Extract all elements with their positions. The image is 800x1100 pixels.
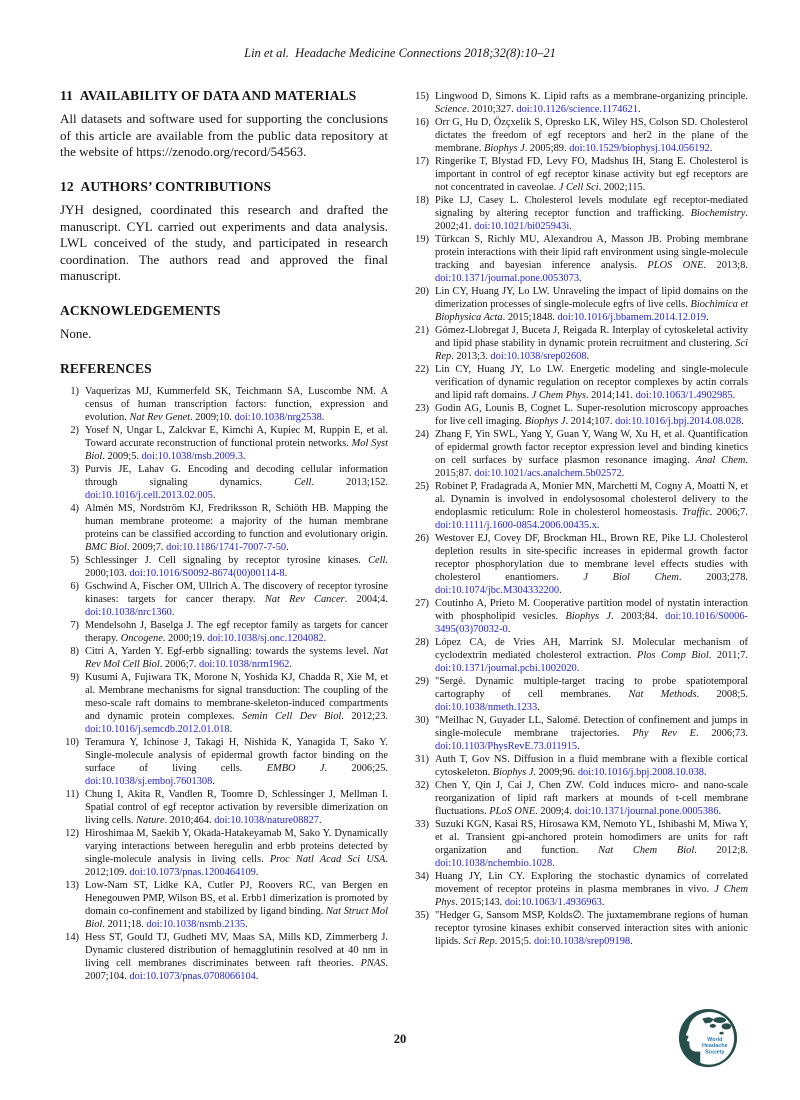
reference-text-segment: . (552, 858, 555, 869)
reference-text-segment: . 2014;107. (565, 416, 616, 427)
reference-text-segment: . (255, 866, 259, 878)
reference-text-segment: "Sergé. Dynamic multiple-target tracing to probe spatiotemporal cartography of cell membranes. (435, 676, 748, 700)
reference-text (435, 285, 748, 324)
reference-text (435, 233, 748, 285)
reference-text (435, 402, 748, 428)
reference-text (435, 909, 748, 948)
reference-text (435, 324, 748, 363)
reference-text-segment: . (212, 489, 216, 501)
journal-name: Biophys J (484, 143, 525, 154)
doi-link[interactable]: doi:10.1016/S0092-8674(00)00114-8 (129, 567, 285, 579)
reference-text-segment: . (242, 450, 246, 462)
reference-item (60, 502, 388, 554)
journal-name: Biophys J (565, 611, 612, 622)
reference-text-segment: . 2003;278. (678, 572, 748, 583)
reference-text-segment: Lingwood D, Simons K. Lipid rafts as a membrane-organizing principle. (435, 91, 748, 102)
reference-text-segment: Suzuki KGN, Kasai RS, Hirosawa KM, Nemoto YL, Ishibashi M, Miwa Y, et al. Transient gpi-anchored protein homodimers are units for raft organization and function. (435, 819, 748, 856)
reference-number: 21) (415, 325, 429, 336)
doi-link[interactable]: doi:10.1126/science.1174621 (516, 104, 638, 115)
logo-text-line1: World (707, 1036, 723, 1043)
reference-text-segment: . (704, 767, 707, 778)
reference-item (60, 580, 388, 619)
reference-text-segment: . 2000;103. (85, 554, 388, 579)
reference-item (410, 480, 748, 532)
reference-number: 35) (415, 910, 429, 921)
reference-text-segment: . (637, 104, 641, 115)
reference-text (435, 116, 748, 155)
reference-text (85, 671, 388, 736)
journal-name: Biochemistry (690, 208, 746, 219)
reference-number: 24) (415, 429, 429, 440)
reference-text-segment: . 2009;96. (533, 767, 578, 778)
reference-text (435, 675, 748, 714)
reference-text (85, 463, 388, 502)
reference-item (410, 428, 748, 480)
reference-text-segment: Robinet P, Fradagrada A, Monier MN, Marchetti M, Cogny A, Moatti N, et al. Dynamin is involved in endolysosomal cholesterol delivery to the endoplasmic reticulum: Role in cholesterol homeostasis. (435, 481, 748, 518)
reference-item (410, 363, 748, 402)
journal-name: Biochimica et Biophysica Acta (435, 299, 748, 323)
doi-link[interactable]: doi:10.1038/sj.onc.1204082 (207, 632, 324, 644)
journal-name: Nat Rev Genet (129, 411, 191, 423)
reference-text (435, 636, 748, 675)
journal-name: Semin Cell Dev Biol (242, 710, 342, 722)
journal-name: Biophys J (492, 767, 534, 778)
reference-text (85, 385, 388, 424)
journal-name: Nature (136, 814, 165, 826)
reference-text-segment: Huang JY, Lin CY. Exploring the stochastic dynamics of correlated movement of receptor proteins in plasma membranes in vivo. (435, 871, 748, 895)
references-list-left (60, 385, 388, 983)
reference-text-segment: . (706, 312, 709, 323)
reference-text-segment: . 2015;5. (494, 936, 535, 947)
doi-link[interactable]: doi:10.1186/1741-7007-7-50 (166, 541, 287, 553)
reference-text-segment: . 2011;18. (102, 918, 147, 930)
reference-text-segment: . (229, 723, 233, 735)
reference-number: 2) (70, 424, 79, 436)
left-column (60, 88, 388, 983)
reference-text-segment: Türkcan S, Richly MU, Alexandrou A, Masson JB. Probing membrane protein interactions with their lipid raft environment using single-molecule tracking and bayesian inference analysis. (435, 234, 748, 271)
reference-text-segment: . 2015;1848. (502, 312, 558, 323)
contributions-paragraph: JYH designed, coordinated this research and drafted the manuscript. CYL carried out experiments and data analysis. LWL conceived of the study, and participated in research coordination. The authors read and approved the final manuscript. (60, 201, 388, 284)
reference-text (435, 90, 748, 116)
reference-item (60, 827, 388, 879)
reference-text-segment: . 2009;4. (535, 806, 575, 817)
reference-text-segment: . (321, 411, 325, 423)
reference-item (410, 194, 748, 233)
doi-link[interactable]: doi:10.1038/nchembio.1028 (435, 858, 553, 869)
acknowledgements-paragraph: None. (60, 326, 92, 341)
doi-link[interactable]: doi:10.1016/j.semcdb.2012.01.018 (85, 723, 230, 735)
reference-number: 19) (415, 234, 429, 245)
section-heading-acknowledgements: ACKNOWLEDGEMENTS (60, 303, 221, 318)
doi-link[interactable]: doi:10.1371/journal.pcbi.1002020 (435, 663, 577, 674)
reference-number: 4) (70, 502, 79, 514)
reference-number: 16) (415, 117, 429, 128)
journal-name: Cell (294, 476, 312, 488)
doi-link[interactable]: doi:10.1073/pnas.1200464109 (129, 866, 256, 878)
reference-text-segment: . 2012;8. (694, 845, 748, 856)
reference-text-segment: . (286, 541, 289, 553)
reference-text-segment: Gómez-Llobregat J, Buceta J, Reigada R. Interplay of cytoskeletal activity and lipid phase stability in dynamic protein recruitment and clustering. (435, 325, 748, 349)
reference-item (60, 463, 388, 502)
journal-name: PLoS ONE (489, 806, 536, 817)
two-column-body (60, 88, 748, 983)
doi-link[interactable]: doi:10.1111/j.1600-0854.2006.00435.x (435, 520, 597, 531)
doi-link[interactable]: doi:10.1529/biophysj.104.056192 (569, 143, 710, 154)
reference-item (410, 636, 748, 675)
reference-text-segment: . 2009;7. (126, 541, 167, 553)
doi-link[interactable]: doi:10.1063/1.4902985 (635, 390, 733, 401)
reference-text-segment: . 2013;8. (703, 260, 748, 271)
reference-text (85, 827, 388, 879)
doi-link[interactable]: doi:10.1103/PhysRevE.73.011915 (435, 741, 578, 752)
doi-link[interactable]: doi:10.1038/nmeth.1233 (435, 702, 538, 713)
reference-text-segment: . (507, 624, 511, 635)
society-logo (677, 1007, 739, 1069)
reference-text-segment: . (741, 416, 744, 427)
reference-text-segment: . 2006;7. (159, 658, 199, 670)
reference-text-segment: Hiroshimaa M, Saekib Y, Okada-Hatakeyamab M, Sako Y. Dynamically varying interactions between heregulin and erbb proteins detected by single-molecule analysis in living cells. (85, 827, 388, 865)
journal-name: Nat Struct Mol Biol (85, 905, 388, 930)
reference-number: 18) (415, 195, 429, 206)
reference-item (410, 155, 748, 194)
doi-link[interactable]: doi:10.1038/srep02608 (490, 351, 587, 362)
reference-item (60, 554, 388, 580)
reference-item (410, 753, 748, 779)
doi-link[interactable]: doi:10.1021/bi025943i (474, 221, 570, 232)
logo-text-line3: Society (705, 1049, 725, 1056)
references-list-right (410, 90, 748, 948)
doi-link[interactable]: doi:10.1074/jbc.M304332200 (435, 585, 560, 596)
doi-link[interactable]: doi:10.1038/msb.2009.3 (141, 450, 243, 462)
doi-link[interactable]: doi:10.1016/j.cell.2013.02.005 (85, 489, 213, 501)
reference-text (85, 879, 388, 931)
doi-link[interactable]: doi:10.1038/nsmb.2135 (146, 918, 246, 930)
logo-text-line2: Headache (702, 1043, 728, 1050)
journal-name: Sci Rep (463, 936, 495, 947)
reference-item (410, 597, 748, 636)
reference-text-segment: . 2006;7. (709, 507, 748, 518)
reference-item (410, 818, 748, 870)
reference-number: 6) (70, 580, 79, 592)
reference-text-segment: . (621, 468, 625, 479)
reference-text (85, 424, 388, 463)
reference-number: 29) (415, 676, 429, 687)
reference-number: 9) (70, 671, 79, 683)
reference-text-segment: . (537, 702, 540, 713)
reference-text (435, 155, 748, 194)
journal-name: BMC Biol (85, 541, 127, 553)
reference-item (410, 909, 748, 948)
reference-text (435, 779, 748, 818)
reference-number: 28) (415, 637, 429, 648)
section-heading-references: REFERENCES (60, 360, 152, 376)
reference-text-segment: "Hedger G, Sansom MSP, Kolds∅. The juxtamembrane regions of human receptor tyrosine kinases exhibit conserved interaction sites with anionic lipids. (435, 910, 748, 947)
reference-text-segment: Pike LJ, Casey L. Cholesterol levels modulate egf receptor-mediated signaling by altering receptor function and trafficking. (435, 195, 748, 219)
reference-number: 34) (415, 871, 429, 882)
reference-text-segment: . 2007;104. (85, 957, 388, 982)
journal-name: Traffic (682, 507, 710, 518)
reference-text-segment: . (579, 273, 582, 284)
reference-number: 33) (415, 819, 429, 830)
reference-text-segment: . (255, 970, 259, 982)
reference-item (60, 736, 388, 788)
doi-link[interactable]: doi:10.1371/journal.pone.0005386 (574, 806, 719, 817)
reference-number: 32) (415, 780, 429, 791)
doi-link[interactable]: doi:10.1038/nrc1360 (85, 606, 172, 618)
reference-text (85, 502, 388, 554)
reference-text-segment: . 2012;23. (341, 710, 389, 722)
reference-number: 15) (415, 91, 429, 102)
reference-number: 30) (415, 715, 429, 726)
journal-name: Oncogene (120, 632, 163, 644)
reference-number: 11) (65, 788, 79, 800)
reference-text-segment: . 2005;89. (524, 143, 570, 154)
reference-text-segment: . 2004;4. (344, 593, 388, 605)
reference-text-segment: . 2006;25. (324, 762, 388, 774)
doi-link[interactable]: doi:10.1016/j.bpj.2014.08.028 (615, 416, 742, 427)
reference-text-segment: Westover EJ, Covey DF, Brockman HL, Brown RE, Pike LJ. Cholesterol depletion results in site-specific increases in epidermal growth factor receptor phosphorylation due to membrane level effects studies with cholesterol enantiomers. (435, 533, 748, 583)
reference-text-segment: . 2011;7. (708, 650, 748, 661)
reference-item (410, 324, 748, 363)
reference-text-segment: . 2015;143. (455, 897, 505, 908)
reference-item (410, 90, 748, 116)
reference-text-segment: . 2013;152. (311, 476, 388, 488)
reference-text-segment: Kusumi A, Fujiwara TK, Morone N, Yoshida KJ, Chadda R, Xie M, et al. Membrane mechanisms for signal transduction: The coupling of the meso-scale raft domains to membrane-skeleton-induced compartments and dynamic protein complexes. (85, 671, 388, 722)
reference-text-segment: Coutinho A, Prieto M. Cooperative partition model of nystatin interaction with phospholipid vesicles. (435, 598, 748, 622)
reference-text-segment: Ringerike T, Blystad FD, Levy FO, Madshus IH, Stang E. Cholesterol is important in control of egf receptor kinase activity but egf receptors are not concentrated in caveolae. (435, 156, 748, 193)
reference-item (410, 285, 748, 324)
journal-name: PLOS ONE (647, 260, 704, 271)
reference-text (435, 753, 748, 779)
reference-text-segment: . (323, 632, 327, 644)
reference-text-segment: . (569, 221, 572, 232)
availability-paragraph: All datasets and software used for supporting the conclusions of this article are available from the public data repository at the website of https://zenodo.org/record/54563. (60, 111, 388, 160)
reference-item (60, 645, 388, 671)
reference-item (410, 532, 748, 597)
reference-text-segment: Gschwind A, Fischer OM, Ullrich A. The discovery of receptor tyrosine kinases: targets for cancer therapy. (85, 580, 388, 605)
running-head: Lin et al. Headache Medicine Connections 2018;32(8):10–21 (244, 46, 556, 60)
reference-text (85, 619, 388, 645)
journal-name: Science (435, 104, 467, 115)
reference-number: 23) (415, 403, 429, 414)
right-column (410, 88, 748, 983)
reference-text (435, 363, 748, 402)
journal-name: Nat Chem Biol (598, 845, 695, 856)
reference-text-segment: . 2009;5. (102, 450, 142, 462)
journal-name: Proc Natl Acad Sci USA (269, 853, 386, 865)
reference-text-segment: . (596, 520, 600, 531)
reference-item (60, 385, 388, 424)
journal-name: Nat Methods (628, 689, 697, 700)
reference-text-segment: . 2003;84. (611, 611, 666, 622)
reference-number: 10) (65, 736, 79, 748)
reference-text-segment: Auth T, Gov NS. Diffusion in a fluid membrane with a flexible cortical cytoskeleton. (435, 754, 748, 778)
reference-text-segment: Godin AG, Lounis B, Cognet L. Super-resolution microscopy approaches for live cell imaging. (435, 403, 748, 427)
reference-text-segment: Lin CY, Huang JY, Lo LW. Unraveling the impact of lipid domains on the dimerization processes of single-molecule egfrs of live cells. (435, 286, 748, 310)
reference-item (410, 779, 748, 818)
reference-text-segment: . 2000;19. (162, 632, 208, 644)
reference-text-segment: . (718, 806, 722, 817)
reference-text (435, 532, 748, 597)
journal-name: Nat Rev Mol Cell Biol (85, 645, 388, 670)
doi-link[interactable]: doi:10.1021/acs.analchem.5b02572 (474, 468, 622, 479)
reference-text-segment: . 2012;109. (85, 853, 388, 878)
reference-item (60, 671, 388, 736)
doi-link[interactable]: doi:10.1038/nature08827 (214, 814, 319, 826)
reference-text-segment: . (245, 918, 248, 930)
journal-name: Cell (368, 554, 386, 566)
journal-name: J Cell Sci (558, 182, 599, 193)
reference-text (435, 480, 748, 532)
reference-text (85, 736, 388, 788)
doi-link[interactable]: doi:10.1016/j.bbamem.2014.12.019 (557, 312, 707, 323)
reference-item (410, 233, 748, 285)
reference-item (60, 879, 388, 931)
journal-name: Biophys J (524, 416, 566, 427)
reference-text (435, 714, 748, 753)
reference-text (435, 428, 748, 480)
reference-text-segment: . 2002;115. (598, 182, 646, 193)
reference-text-segment: . 2010;464. (164, 814, 215, 826)
reference-text-segment: . (709, 143, 713, 154)
reference-number: 31) (415, 754, 429, 765)
reference-text-segment: Schlessinger J. Cell signaling by receptor tyrosine kinases. (85, 554, 369, 566)
journal-name: Anal Chem (695, 455, 746, 466)
reference-text (85, 931, 388, 983)
reference-text-segment: López CA, de Vries AH, Marrink SJ. Molecular mechanism of cyclodextrin mediated cholesterol extraction. (435, 637, 748, 661)
reference-text-segment: Yosef N, Ungar L, Zalckvar E, Kimchi A, Kupiec M, Ruppin E, et al. Toward accurate reconstruction of functional protein networks. (85, 424, 388, 449)
reference-text-segment: . 2008;5. (696, 689, 748, 700)
reference-text-segment: . (284, 567, 288, 579)
reference-text-segment: Chen Y, Qin J, Cai J, Chen ZW. Cold induces micro- and nano-scale reorganization of lipid raft markers at mounds of t-cell membrane fluctuations. (435, 780, 748, 817)
reference-text (85, 788, 388, 827)
reference-text-segment: . (319, 814, 322, 826)
section-heading-availability: 11 AVAILABILITY OF DATA AND MATERIALS (60, 88, 357, 103)
reference-number: 12) (65, 827, 79, 839)
reference-text-segment: . (601, 897, 605, 908)
reference-item (410, 870, 748, 909)
doi-link[interactable]: doi:10.1038/sj.emboj.7601308 (85, 775, 213, 787)
reference-item (60, 931, 388, 983)
doi-link[interactable]: doi:10.1371/journal.pone.0053073 (435, 273, 580, 284)
reference-text (85, 580, 388, 619)
reference-text-segment: Zhang F, Yin SWL, Yang Y, Guan Y, Wang W, Xu H, et al. Quantification of epidermal growth factor receptor expression level and binding kinetics on cell surfaces by surface plasmon resonance imaging. (435, 429, 748, 466)
reference-text (85, 554, 388, 580)
reference-item (410, 714, 748, 753)
reference-text-segment: Purvis JE, Lahav G. Encoding and decoding cellular information through signaling dynamics. (85, 463, 388, 488)
reference-number: 1) (70, 385, 79, 397)
reference-number: 17) (415, 156, 429, 167)
reference-text-segment: Vaquerizas MJ, Kummerfeld SK, Teichmann SA, Luscombe NM. A census of human transcription factors: function, expression and evolution. (85, 385, 388, 423)
reference-text-segment: . (212, 775, 215, 787)
reference-text-segment: Hess ST, Gould TJ, Gudheti MV, Maas SA, Mills KD, Zimmerberg J. Dynamic clustered distribution of hemagglutinin resolved at 40 nm in living cell membranes discriminates between raft theories. (85, 931, 388, 969)
reference-text-segment: . 2015;87. (435, 455, 748, 479)
reference-number: 13) (65, 879, 79, 891)
reference-text-segment: . (171, 606, 175, 618)
reference-number: 22) (415, 364, 429, 375)
reference-text-segment: Mendelsohn J, Baselga J. The egf receptor family as targets for cancer therapy. (85, 619, 388, 644)
reference-item (410, 675, 748, 714)
reference-text-segment: . (559, 585, 562, 596)
reference-text-segment: Almén MS, Nordström KJ, Fredriksson R, Schiöth HB. Mapping the human membrane proteome: a majority of the human membrane proteins can be classified according to function and evolutionary origin. (85, 502, 388, 540)
reference-text-segment: . 2014;141. (585, 390, 636, 401)
journal-name: J Biol Chem (583, 572, 679, 583)
reference-number: 3) (70, 463, 79, 475)
doi-link[interactable]: doi:10.1016/j.bpj.2008.10.038 (577, 767, 704, 778)
reference-text (435, 870, 748, 909)
reference-number: 7) (70, 619, 79, 631)
doi-link[interactable]: doi:10.1073/pnas.0708066104 (129, 970, 256, 982)
reference-text-segment: . (289, 658, 292, 670)
reference-text-segment: . (577, 741, 580, 752)
reference-text-segment: . (576, 663, 580, 674)
reference-text-segment: Citri A, Yarden Y. Egf-erbb signalling: towards the systems level. (85, 645, 373, 657)
reference-number: 5) (70, 554, 79, 566)
journal-name: J Chem Phys (531, 390, 586, 401)
reference-text (435, 194, 748, 233)
reference-item (410, 116, 748, 155)
journal-name: J Chem Phys (435, 884, 748, 908)
reference-item (60, 788, 388, 827)
doi-link[interactable]: doi:10.1038/nrm1962 (199, 658, 290, 670)
reference-number: 26) (415, 533, 429, 544)
reference-text-segment: . (732, 390, 736, 401)
journal-name: Phy Rev E (632, 728, 696, 739)
doi-link[interactable]: doi:10.1038/nrg2538 (234, 411, 322, 423)
reference-text-segment: Teramura Y, Ichinose J, Takagi H, Nishida K, Yanagida T, Sako Y. Single-molecule analysis of epidermal growth factor binding on the surface of living cells. (85, 736, 388, 774)
reference-number: 20) (415, 286, 429, 297)
page-number: 20 (393, 1032, 407, 1046)
reference-text-segment: . 2013;3. (451, 351, 491, 362)
reference-text-segment: Low-Nam ST, Lidke KA, Cutler PJ, Roovers RC, van Bergen en Henegouwen PMP, Wilson BS, et al. Erbb1 dimerization is promoted by domain co-confinement and stabilized by ligand binding. (85, 879, 388, 917)
society-logo-graphic (677, 1007, 739, 1069)
reference-text-segment: . (586, 351, 590, 362)
section-heading-contributions: 12 AUTHORS’ CONTRIBUTIONS (60, 178, 272, 194)
journal-name: PNAS (360, 957, 386, 969)
journal-name: EMBO J (266, 762, 325, 774)
reference-text-segment: . 2006;73. (695, 728, 748, 739)
reference-item (60, 619, 388, 645)
reference-text-segment: Orr G, Hu D, Özçxelik S, Opresko LK, Wiley HS, Colson SD. Cholesterol dictates the freedom of egf receptors and her2 in the plane of the membrane. (435, 117, 748, 154)
reference-item (410, 402, 748, 428)
reference-number: 8) (70, 645, 79, 657)
reference-text-segment: "Meilhac N, Guyader LL, Salomé. Detection of confinement and jumps in single-molecule membrane trajectories. (435, 715, 748, 739)
reference-text (85, 645, 388, 671)
reference-text (435, 597, 748, 636)
doi-link[interactable]: doi:10.1038/srep09198 (534, 936, 631, 947)
reference-text-segment: . 2009;10. (190, 411, 235, 423)
journal-name: Mol Syst Biol (85, 437, 388, 462)
journal-name: Plos Comp Biol (637, 650, 709, 661)
reference-text-segment: . 2010;327. (466, 104, 517, 115)
reference-number: 14) (65, 931, 79, 943)
journal-name: Nat Rev Cancer (264, 593, 345, 605)
reference-number: 25) (415, 481, 429, 492)
doi-link[interactable]: doi:10.1063/1.4936963 (504, 897, 602, 908)
reference-text (435, 818, 748, 870)
reference-text-segment: . (630, 936, 633, 947)
reference-number: 27) (415, 598, 429, 609)
journal-name: Sci Rep (435, 338, 748, 362)
reference-text-segment: . 2002;41. (435, 208, 748, 232)
reference-item (60, 424, 388, 463)
reference-text-segment: Chung I, Akita R, Vandlen R, Toomre D, Schlessinger J, Mellman I. Spatial control of egf receptor activation by reversible dimerization on living cells. (85, 788, 388, 826)
reference-text-segment: Lin CY, Huang JY, Lo LW. Energetic modeling and single-molecule verification of dynamic regulation on receptor complexes by actin corrals and lipid raft domains. (435, 364, 748, 401)
doi-link[interactable]: doi:10.1016/S0006-3495(03)70032-0 (435, 611, 748, 635)
